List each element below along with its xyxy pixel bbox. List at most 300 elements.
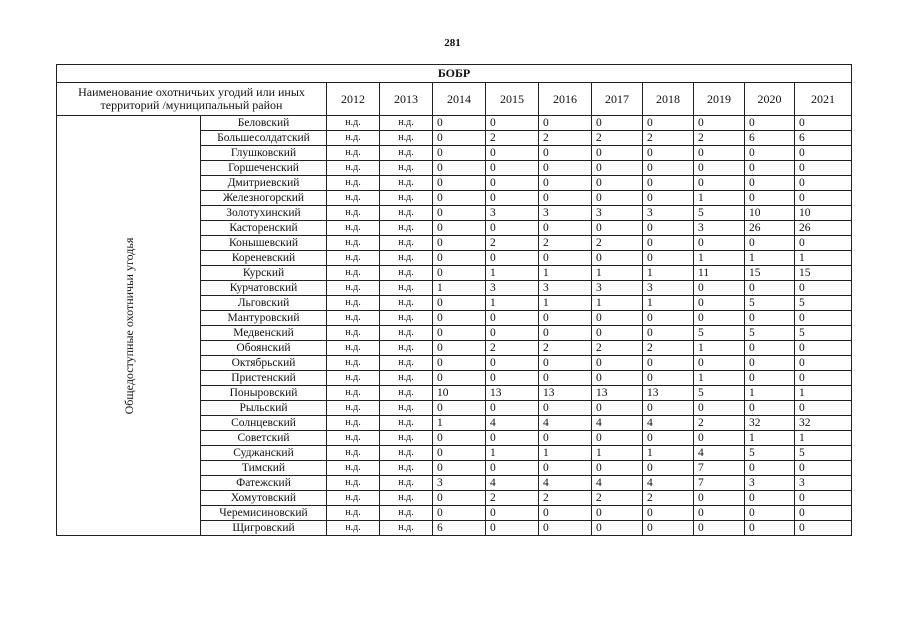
- value-cell: 0: [795, 236, 852, 251]
- value-cell: 3: [795, 476, 852, 491]
- value-cell: 3: [539, 281, 592, 296]
- value-cell: 0: [539, 161, 592, 176]
- value-cell: 5: [745, 326, 795, 341]
- value-cell: н.д.: [380, 236, 433, 251]
- value-cell: н.д.: [380, 461, 433, 476]
- value-cell: 0: [433, 266, 486, 281]
- value-cell: н.д.: [380, 161, 433, 176]
- value-cell: 0: [592, 326, 643, 341]
- district-name: Дмитриевский: [201, 176, 327, 191]
- value-cell: 0: [745, 116, 795, 131]
- value-cell: 2: [486, 236, 539, 251]
- district-name: Железногорский: [201, 191, 327, 206]
- value-cell: 6: [745, 131, 795, 146]
- value-cell: н.д.: [327, 116, 380, 131]
- district-name: Солнцевский: [201, 416, 327, 431]
- value-cell: 0: [433, 296, 486, 311]
- value-cell: 3: [592, 281, 643, 296]
- value-cell: н.д.: [380, 371, 433, 386]
- value-cell: 1: [592, 266, 643, 281]
- value-cell: н.д.: [327, 491, 380, 506]
- header-year: 2015: [486, 83, 539, 116]
- district-name: Льговский: [201, 296, 327, 311]
- value-cell: 5: [694, 326, 745, 341]
- value-cell: н.д.: [327, 506, 380, 521]
- value-cell: 0: [795, 491, 852, 506]
- value-cell: 0: [745, 521, 795, 536]
- value-cell: н.д.: [380, 491, 433, 506]
- value-cell: н.д.: [327, 476, 380, 491]
- district-name: Золотухинский: [201, 206, 327, 221]
- district-name: Беловский: [201, 116, 327, 131]
- value-cell: 3: [643, 206, 694, 221]
- value-cell: 2: [486, 491, 539, 506]
- value-cell: 0: [745, 461, 795, 476]
- district-name: Фатежский: [201, 476, 327, 491]
- value-cell: н.д.: [380, 221, 433, 236]
- value-cell: 0: [694, 236, 745, 251]
- value-cell: 3: [486, 206, 539, 221]
- value-cell: 0: [795, 401, 852, 416]
- value-cell: 0: [694, 281, 745, 296]
- district-name: Хомутовский: [201, 491, 327, 506]
- value-cell: н.д.: [327, 266, 380, 281]
- value-cell: н.д.: [380, 386, 433, 401]
- value-cell: 2: [694, 131, 745, 146]
- value-cell: 0: [745, 191, 795, 206]
- value-cell: 0: [486, 176, 539, 191]
- district-name: Большесолдатский: [201, 131, 327, 146]
- district-name: Обоянский: [201, 341, 327, 356]
- value-cell: 0: [592, 461, 643, 476]
- district-name: Мантуровский: [201, 311, 327, 326]
- value-cell: 1: [745, 251, 795, 266]
- value-cell: 0: [539, 431, 592, 446]
- value-cell: 32: [795, 416, 852, 431]
- district-name: Тимский: [201, 461, 327, 476]
- value-cell: 1: [643, 446, 694, 461]
- value-cell: 0: [694, 161, 745, 176]
- value-cell: 0: [795, 146, 852, 161]
- value-cell: 0: [694, 431, 745, 446]
- value-cell: н.д.: [380, 476, 433, 491]
- value-cell: 0: [433, 371, 486, 386]
- value-cell: 4: [539, 416, 592, 431]
- value-cell: 0: [539, 221, 592, 236]
- value-cell: 1: [795, 251, 852, 266]
- value-cell: 0: [486, 161, 539, 176]
- value-cell: н.д.: [327, 146, 380, 161]
- value-cell: 2: [539, 236, 592, 251]
- value-cell: 0: [694, 176, 745, 191]
- value-cell: 0: [795, 341, 852, 356]
- value-cell: 1: [694, 191, 745, 206]
- value-cell: 7: [694, 476, 745, 491]
- value-cell: 0: [539, 116, 592, 131]
- header-year: 2019: [694, 83, 745, 116]
- value-cell: 0: [433, 461, 486, 476]
- value-cell: н.д.: [380, 281, 433, 296]
- value-cell: 0: [643, 176, 694, 191]
- value-cell: 0: [486, 371, 539, 386]
- district-name: Конышевский: [201, 236, 327, 251]
- value-cell: 13: [486, 386, 539, 401]
- value-cell: 0: [643, 401, 694, 416]
- value-cell: 2: [486, 341, 539, 356]
- district-name: Октябрьский: [201, 356, 327, 371]
- header-year: 2020: [745, 83, 795, 116]
- value-cell: 4: [643, 416, 694, 431]
- value-cell: 0: [539, 521, 592, 536]
- value-cell: 3: [486, 281, 539, 296]
- value-cell: 0: [433, 356, 486, 371]
- value-cell: н.д.: [327, 326, 380, 341]
- value-cell: 0: [433, 191, 486, 206]
- value-cell: 0: [433, 506, 486, 521]
- value-cell: 0: [592, 356, 643, 371]
- value-cell: н.д.: [380, 401, 433, 416]
- value-cell: 0: [643, 506, 694, 521]
- value-cell: 0: [433, 221, 486, 236]
- value-cell: 1: [433, 416, 486, 431]
- value-cell: н.д.: [380, 521, 433, 536]
- value-cell: 0: [486, 506, 539, 521]
- value-cell: н.д.: [380, 326, 433, 341]
- value-cell: 0: [745, 236, 795, 251]
- district-name: Суджанский: [201, 446, 327, 461]
- value-cell: н.д.: [327, 281, 380, 296]
- value-cell: 0: [539, 506, 592, 521]
- value-cell: 1: [592, 446, 643, 461]
- value-cell: 1: [486, 296, 539, 311]
- value-cell: 2: [643, 131, 694, 146]
- value-cell: 5: [745, 446, 795, 461]
- value-cell: 0: [592, 311, 643, 326]
- value-cell: 10: [795, 206, 852, 221]
- value-cell: 6: [433, 521, 486, 536]
- value-cell: 0: [433, 131, 486, 146]
- value-cell: 0: [745, 371, 795, 386]
- value-cell: 26: [795, 221, 852, 236]
- header-year: 2021: [795, 83, 852, 116]
- value-cell: 0: [795, 311, 852, 326]
- value-cell: н.д.: [327, 461, 380, 476]
- value-cell: 2: [539, 131, 592, 146]
- value-cell: н.д.: [380, 311, 433, 326]
- value-cell: 0: [592, 506, 643, 521]
- value-cell: н.д.: [327, 311, 380, 326]
- value-cell: 0: [643, 236, 694, 251]
- value-cell: н.д.: [380, 116, 433, 131]
- value-cell: 0: [486, 191, 539, 206]
- value-cell: 0: [795, 356, 852, 371]
- table-header-row: [57, 83, 852, 116]
- value-cell: 0: [643, 326, 694, 341]
- category-label: Общедоступные охотничьи угодья: [121, 237, 136, 414]
- value-cell: н.д.: [327, 206, 380, 221]
- value-cell: 1: [486, 266, 539, 281]
- value-cell: 2: [592, 236, 643, 251]
- value-cell: 0: [592, 221, 643, 236]
- value-cell: 0: [694, 296, 745, 311]
- value-cell: 15: [745, 266, 795, 281]
- value-cell: 0: [745, 146, 795, 161]
- value-cell: 0: [433, 401, 486, 416]
- value-cell: 0: [795, 116, 852, 131]
- value-cell: 0: [745, 356, 795, 371]
- value-cell: н.д.: [380, 296, 433, 311]
- value-cell: 5: [745, 296, 795, 311]
- value-cell: 0: [433, 326, 486, 341]
- value-cell: 0: [486, 521, 539, 536]
- value-cell: 0: [539, 461, 592, 476]
- value-cell: 0: [694, 521, 745, 536]
- value-cell: 1: [643, 266, 694, 281]
- value-cell: 0: [795, 371, 852, 386]
- value-cell: 2: [643, 341, 694, 356]
- value-cell: 3: [694, 221, 745, 236]
- header-year: 2018: [643, 83, 694, 116]
- value-cell: 1: [592, 296, 643, 311]
- district-name: Касторенский: [201, 221, 327, 236]
- value-cell: н.д.: [327, 131, 380, 146]
- value-cell: 0: [539, 356, 592, 371]
- value-cell: 0: [486, 146, 539, 161]
- value-cell: 0: [745, 176, 795, 191]
- value-cell: 0: [486, 461, 539, 476]
- value-cell: н.д.: [327, 236, 380, 251]
- value-cell: н.д.: [380, 266, 433, 281]
- value-cell: н.д.: [327, 251, 380, 266]
- value-cell: 0: [643, 116, 694, 131]
- value-cell: 1: [694, 371, 745, 386]
- value-cell: н.д.: [380, 506, 433, 521]
- value-cell: 0: [433, 491, 486, 506]
- value-cell: 0: [433, 341, 486, 356]
- value-cell: 3: [539, 206, 592, 221]
- value-cell: 0: [694, 401, 745, 416]
- value-cell: 0: [795, 281, 852, 296]
- value-cell: н.д.: [380, 431, 433, 446]
- value-cell: 0: [592, 146, 643, 161]
- value-cell: 0: [433, 431, 486, 446]
- value-cell: 1: [486, 446, 539, 461]
- value-cell: н.д.: [327, 431, 380, 446]
- value-cell: 0: [433, 206, 486, 221]
- district-name: Щигровский: [201, 521, 327, 536]
- value-cell: 0: [643, 311, 694, 326]
- value-cell: 1: [745, 431, 795, 446]
- value-cell: 0: [795, 506, 852, 521]
- district-name: Поныровский: [201, 386, 327, 401]
- header-year: 2017: [592, 83, 643, 116]
- value-cell: 13: [643, 386, 694, 401]
- value-cell: н.д.: [380, 416, 433, 431]
- value-cell: 0: [433, 161, 486, 176]
- district-name: Курчатовский: [201, 281, 327, 296]
- district-name: Советский: [201, 431, 327, 446]
- value-cell: 2: [486, 131, 539, 146]
- value-cell: 0: [643, 146, 694, 161]
- value-cell: 4: [592, 416, 643, 431]
- value-cell: 0: [539, 311, 592, 326]
- value-cell: 0: [539, 191, 592, 206]
- value-cell: н.д.: [327, 161, 380, 176]
- value-cell: 10: [433, 386, 486, 401]
- value-cell: 0: [539, 371, 592, 386]
- value-cell: 4: [592, 476, 643, 491]
- beaver-count-table: [56, 64, 852, 536]
- value-cell: 13: [539, 386, 592, 401]
- value-cell: 0: [643, 251, 694, 266]
- value-cell: 1: [433, 281, 486, 296]
- value-cell: 0: [643, 461, 694, 476]
- value-cell: н.д.: [327, 176, 380, 191]
- table-title: БОБР: [57, 65, 852, 83]
- table-row: [57, 116, 852, 131]
- value-cell: н.д.: [327, 341, 380, 356]
- value-cell: 0: [433, 236, 486, 251]
- district-name: Пристенский: [201, 371, 327, 386]
- value-cell: 0: [592, 251, 643, 266]
- value-cell: 11: [694, 266, 745, 281]
- value-cell: н.д.: [380, 191, 433, 206]
- value-cell: н.д.: [380, 446, 433, 461]
- category-cell: [57, 116, 201, 536]
- value-cell: н.д.: [380, 341, 433, 356]
- value-cell: 5: [694, 206, 745, 221]
- value-cell: 5: [795, 296, 852, 311]
- value-cell: 0: [486, 251, 539, 266]
- value-cell: 5: [795, 326, 852, 341]
- value-cell: н.д.: [327, 356, 380, 371]
- header-year: 2014: [433, 83, 486, 116]
- district-name: Курский: [201, 266, 327, 281]
- value-cell: 0: [592, 191, 643, 206]
- value-cell: 5: [795, 446, 852, 461]
- header-year: 2016: [539, 83, 592, 116]
- district-name: Кореневский: [201, 251, 327, 266]
- value-cell: 1: [795, 386, 852, 401]
- value-cell: 0: [592, 176, 643, 191]
- value-cell: 0: [643, 161, 694, 176]
- value-cell: 0: [643, 521, 694, 536]
- value-cell: 4: [486, 416, 539, 431]
- value-cell: 0: [795, 521, 852, 536]
- value-cell: 0: [694, 506, 745, 521]
- value-cell: 0: [433, 116, 486, 131]
- value-cell: 0: [539, 176, 592, 191]
- value-cell: н.д.: [380, 251, 433, 266]
- value-cell: 2: [694, 416, 745, 431]
- value-cell: 3: [643, 281, 694, 296]
- value-cell: 3: [433, 476, 486, 491]
- value-cell: н.д.: [380, 146, 433, 161]
- value-cell: 5: [694, 386, 745, 401]
- value-cell: н.д.: [327, 386, 380, 401]
- value-cell: 0: [694, 356, 745, 371]
- value-cell: 0: [745, 506, 795, 521]
- value-cell: 0: [486, 356, 539, 371]
- value-cell: 2: [592, 341, 643, 356]
- value-cell: 0: [486, 221, 539, 236]
- value-cell: 0: [433, 146, 486, 161]
- header-name-label: Наименование охотничьих угодий или иных территорий /муниципальный район: [57, 83, 327, 116]
- value-cell: 0: [486, 326, 539, 341]
- value-cell: 15: [795, 266, 852, 281]
- table-title-row: [57, 65, 852, 83]
- value-cell: 0: [795, 161, 852, 176]
- value-cell: 0: [592, 161, 643, 176]
- value-cell: 0: [643, 371, 694, 386]
- value-cell: 0: [643, 221, 694, 236]
- value-cell: 0: [694, 116, 745, 131]
- value-cell: 1: [745, 386, 795, 401]
- district-name: Черемисиновский: [201, 506, 327, 521]
- value-cell: 2: [539, 341, 592, 356]
- page-number: 281: [444, 37, 461, 49]
- value-cell: 3: [592, 206, 643, 221]
- value-cell: 2: [643, 491, 694, 506]
- value-cell: 0: [694, 146, 745, 161]
- value-cell: 2: [592, 131, 643, 146]
- value-cell: 1: [694, 341, 745, 356]
- value-cell: 7: [694, 461, 745, 476]
- value-cell: н.д.: [380, 356, 433, 371]
- value-cell: 1: [643, 296, 694, 311]
- value-cell: 0: [745, 281, 795, 296]
- value-cell: 0: [486, 311, 539, 326]
- value-cell: н.д.: [327, 221, 380, 236]
- value-cell: н.д.: [327, 191, 380, 206]
- value-cell: 4: [643, 476, 694, 491]
- value-cell: н.д.: [327, 416, 380, 431]
- value-cell: 0: [643, 356, 694, 371]
- value-cell: 10: [745, 206, 795, 221]
- value-cell: 0: [745, 161, 795, 176]
- value-cell: 2: [539, 491, 592, 506]
- value-cell: н.д.: [327, 371, 380, 386]
- value-cell: н.д.: [327, 401, 380, 416]
- value-cell: 0: [745, 491, 795, 506]
- value-cell: 0: [433, 176, 486, 191]
- value-cell: 0: [592, 521, 643, 536]
- value-cell: 0: [433, 251, 486, 266]
- value-cell: 1: [539, 296, 592, 311]
- value-cell: 0: [592, 116, 643, 131]
- value-cell: 4: [539, 476, 592, 491]
- value-cell: 1: [694, 251, 745, 266]
- value-cell: 1: [539, 446, 592, 461]
- value-cell: 0: [539, 146, 592, 161]
- value-cell: 1: [539, 266, 592, 281]
- value-cell: 6: [795, 131, 852, 146]
- value-cell: 0: [486, 431, 539, 446]
- value-cell: 0: [486, 401, 539, 416]
- value-cell: 0: [795, 461, 852, 476]
- value-cell: н.д.: [327, 296, 380, 311]
- value-cell: 0: [592, 401, 643, 416]
- value-cell: 0: [745, 311, 795, 326]
- value-cell: 0: [694, 491, 745, 506]
- value-cell: н.д.: [380, 131, 433, 146]
- value-cell: 1: [795, 431, 852, 446]
- value-cell: 4: [694, 446, 745, 461]
- value-cell: 0: [486, 116, 539, 131]
- value-cell: 26: [745, 221, 795, 236]
- value-cell: 32: [745, 416, 795, 431]
- value-cell: 0: [643, 191, 694, 206]
